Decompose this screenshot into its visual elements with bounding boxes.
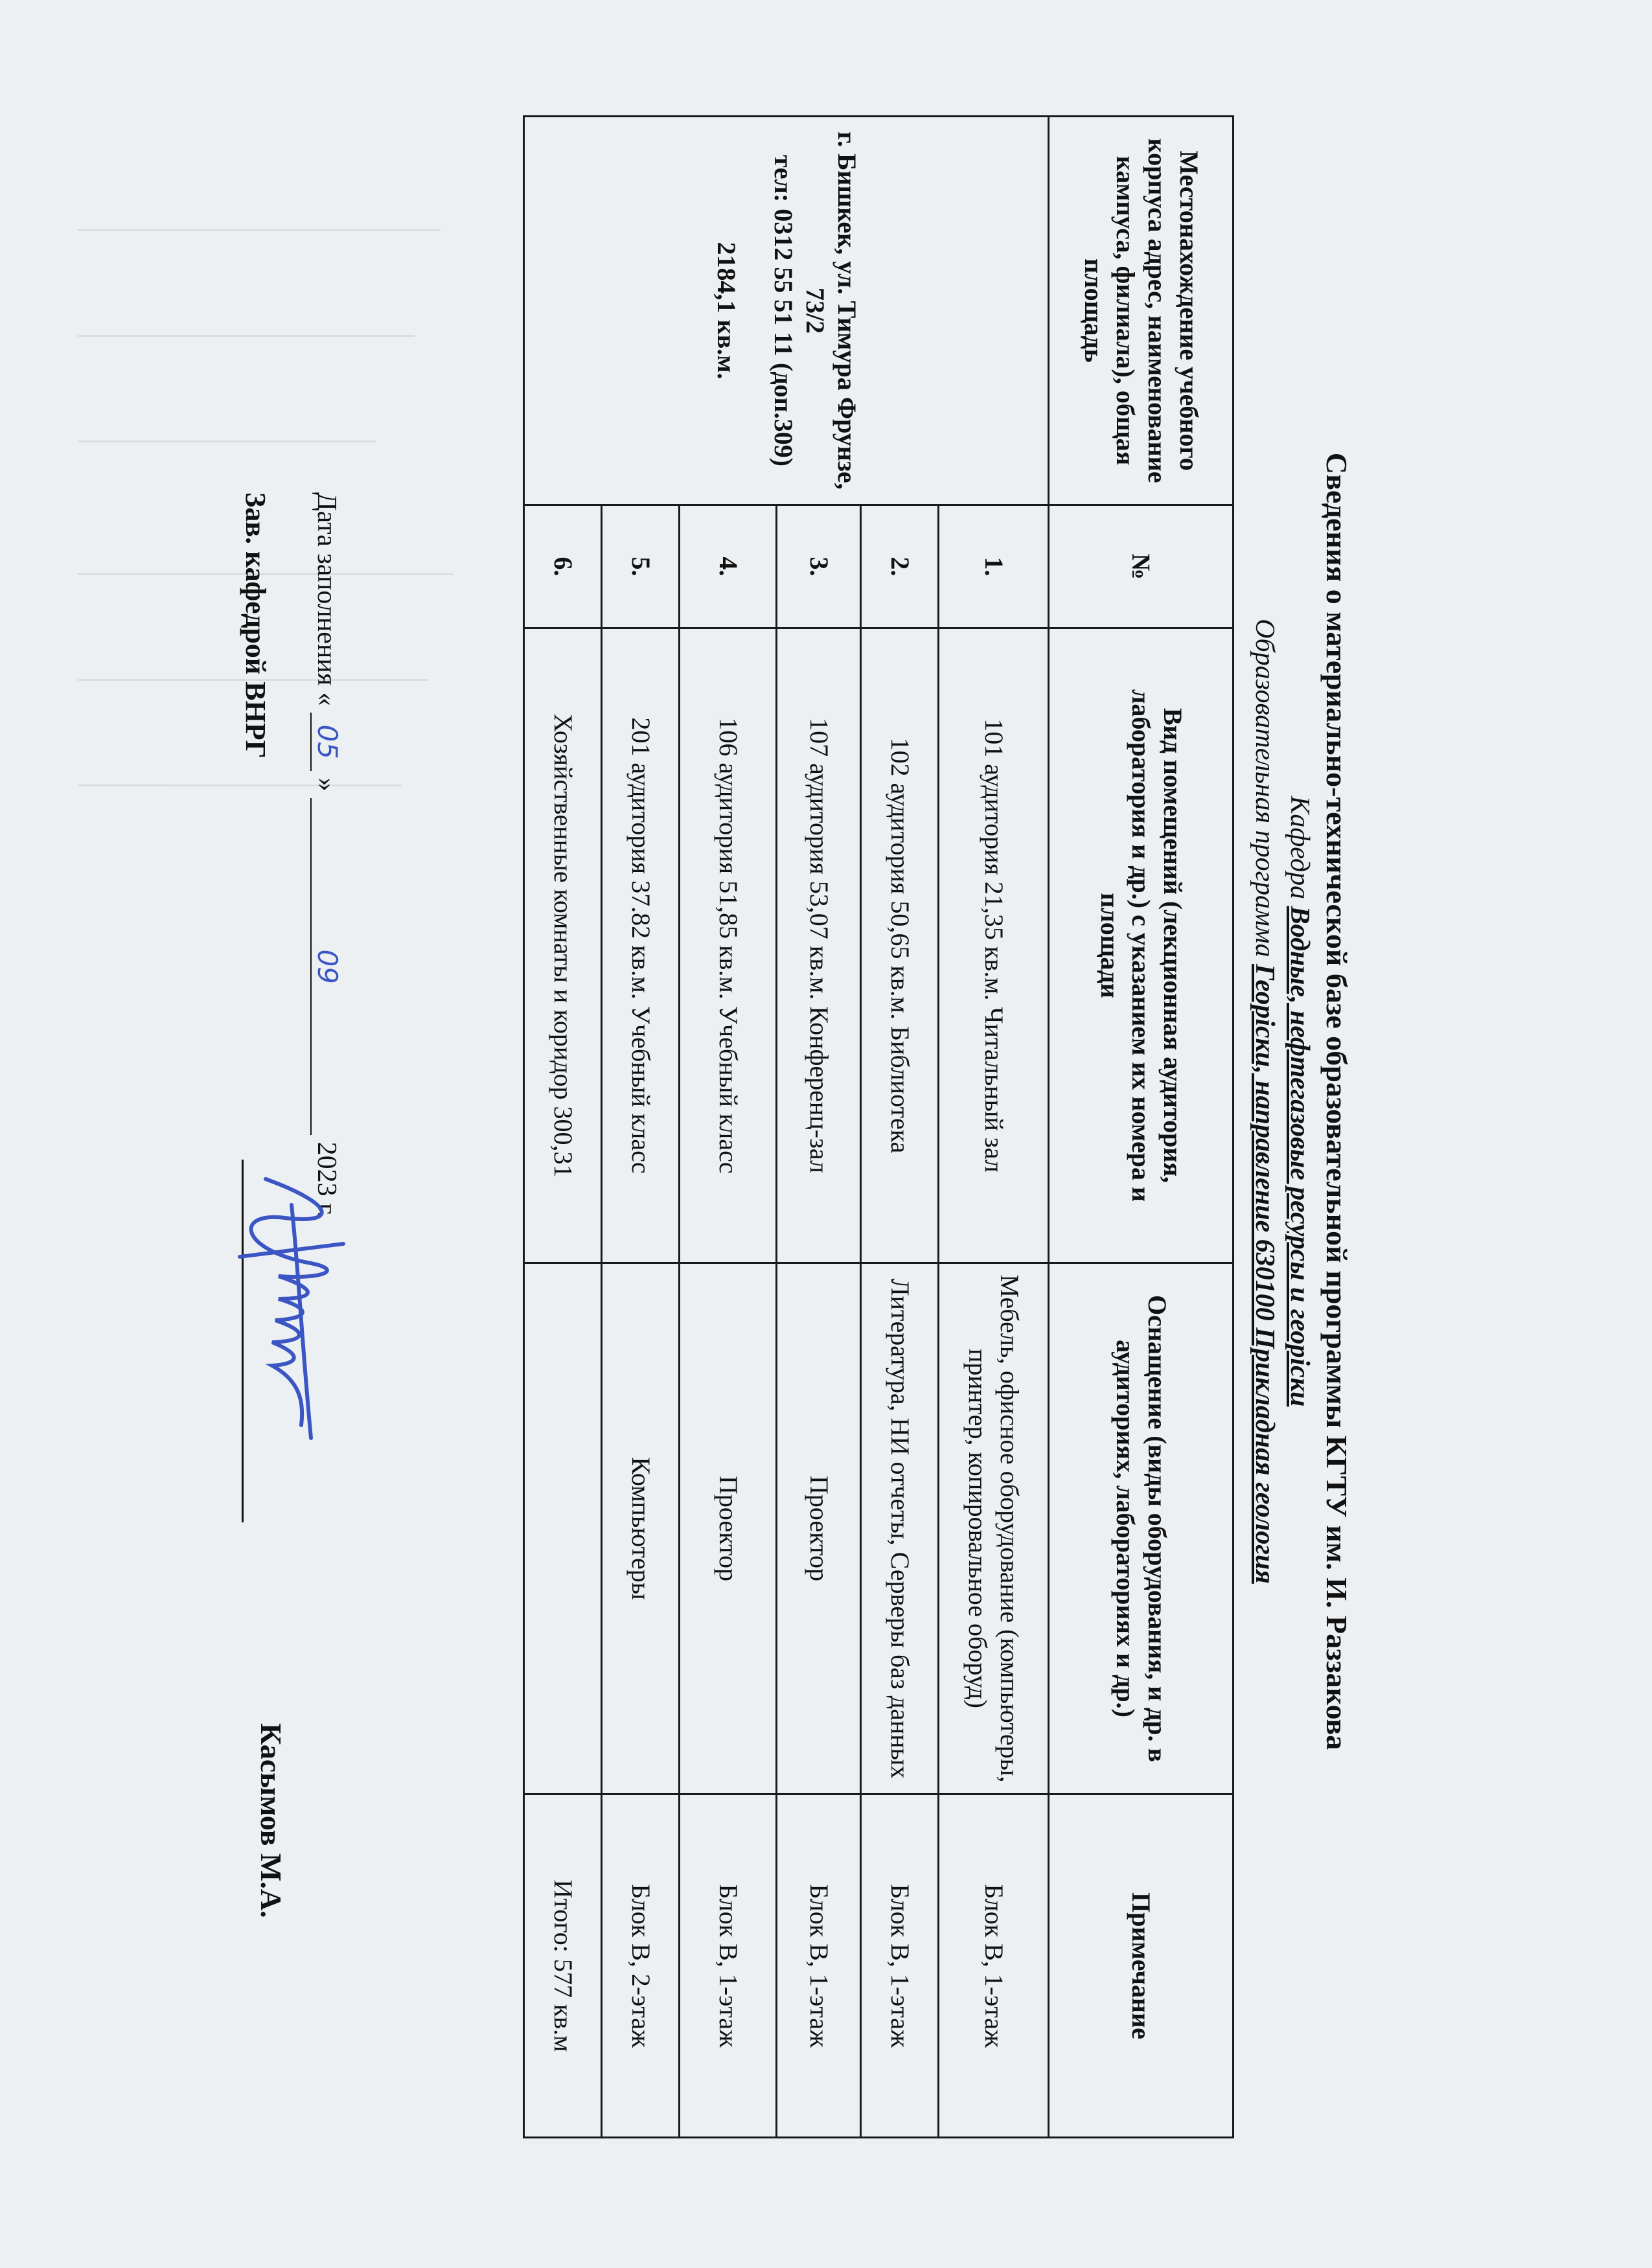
col-header-note: Примечание <box>1049 1794 1233 2138</box>
row-number: 1. <box>939 505 1049 628</box>
col-header-equipment: Оснащение (виды оборудования, и др. в аудиториях, лабораториях и др.) <box>1049 1263 1233 1794</box>
room-cell: 101 аудитория 21,35 кв.м. Читальный зал <box>939 628 1049 1263</box>
table-header-row <box>1049 117 1233 2138</box>
equipment-cell: Компьютеры <box>602 1263 680 1794</box>
equipment-cell: Проектор <box>777 1263 861 1794</box>
room-cell: 107 аудитория 53,07 кв.м. Конференц-зал <box>777 628 861 1263</box>
fill-date-label: Дата заполнения « <box>312 492 341 706</box>
col-header-room: Вид помещений (лекционная аудитория, лаборатория и др.) с указанием их номера и площади <box>1049 628 1233 1263</box>
note-cell: Блок В, 1-этаж <box>680 1794 777 2138</box>
fill-date-line <box>310 492 343 1218</box>
col-header-number: № <box>1049 505 1233 628</box>
note-cell: Блок В, 1-этаж <box>939 1794 1049 2138</box>
fill-date-month: 09 <box>310 798 343 1135</box>
room-cell: Хозяйственные комнаты и коридор 300,31 <box>524 628 602 1263</box>
equipment-cell <box>524 1263 602 1794</box>
row-number: 6. <box>524 505 602 628</box>
handwritten-signature <box>227 1166 363 1503</box>
room-cell: 106 аудитория 51,85 кв.м. Учебный класс <box>680 628 777 1263</box>
location-address: г. Бишкек, ул. Тимура Фрунзе, 73/2 <box>801 132 862 490</box>
equipment-cell: Литература, НИ отчеты, Серверы баз данных <box>861 1263 939 1794</box>
program-line <box>1249 0 1280 2203</box>
row-number: 3. <box>777 505 861 628</box>
location-area: 2184,1 кв.м. <box>711 242 741 380</box>
row-number: 5. <box>602 505 680 628</box>
equipment-cell: Мебель, офисное оборудование (компьютеры, принтер, копировальное оборуд) <box>939 1263 1049 1794</box>
equipment-cell: Проектор <box>680 1263 777 1794</box>
document-title: Сведения о материально-технической базе образовательной программы КГТУ им. И. Раззакова <box>1320 452 1353 1750</box>
table-row <box>939 117 1049 2138</box>
room-cell: 201 аудитория 37.82 кв.м. Учебный класс <box>602 628 680 1263</box>
program-name: Георiски, направление 630100 Прикладная геология <box>1250 964 1279 1584</box>
program-prefix: Образовательная программа <box>1250 619 1279 965</box>
room-cell: 102 аудитория 50,65 кв.м. Библиотека <box>861 628 939 1263</box>
note-cell: Блок В, 1-этаж <box>861 1794 939 2138</box>
fill-date-year: 2023 г. <box>312 1141 341 1219</box>
head-of-department-name: Касымов М.А. <box>255 1723 288 1918</box>
note-cell: Итого: 577 кв.м <box>524 1794 602 2138</box>
department-line <box>1284 0 1315 2203</box>
col-header-location: Местонахождение учебного корпуса адрес, наименование кампуса, филиала), общая площадь <box>1049 117 1233 505</box>
location-cell <box>524 117 1049 505</box>
row-number: 2. <box>861 505 939 628</box>
location-phone: тел: 0312 55 51 11 (доп.309) <box>769 155 799 466</box>
head-of-department-label: Зав. кафедрой ВНРГ <box>240 492 271 759</box>
department-prefix: Кафедра <box>1285 796 1314 906</box>
fill-date-day: 05 <box>310 713 343 771</box>
row-number: 4. <box>680 505 777 628</box>
note-cell: Блок В, 2-этаж <box>602 1794 680 2138</box>
note-cell: Блок В, 1-этаж <box>777 1794 861 2138</box>
facilities-table <box>523 115 1234 2138</box>
department-name: Водные, нефтегазовые ресурсы и георiски <box>1285 906 1314 1407</box>
fill-date-mid: » <box>312 777 341 792</box>
